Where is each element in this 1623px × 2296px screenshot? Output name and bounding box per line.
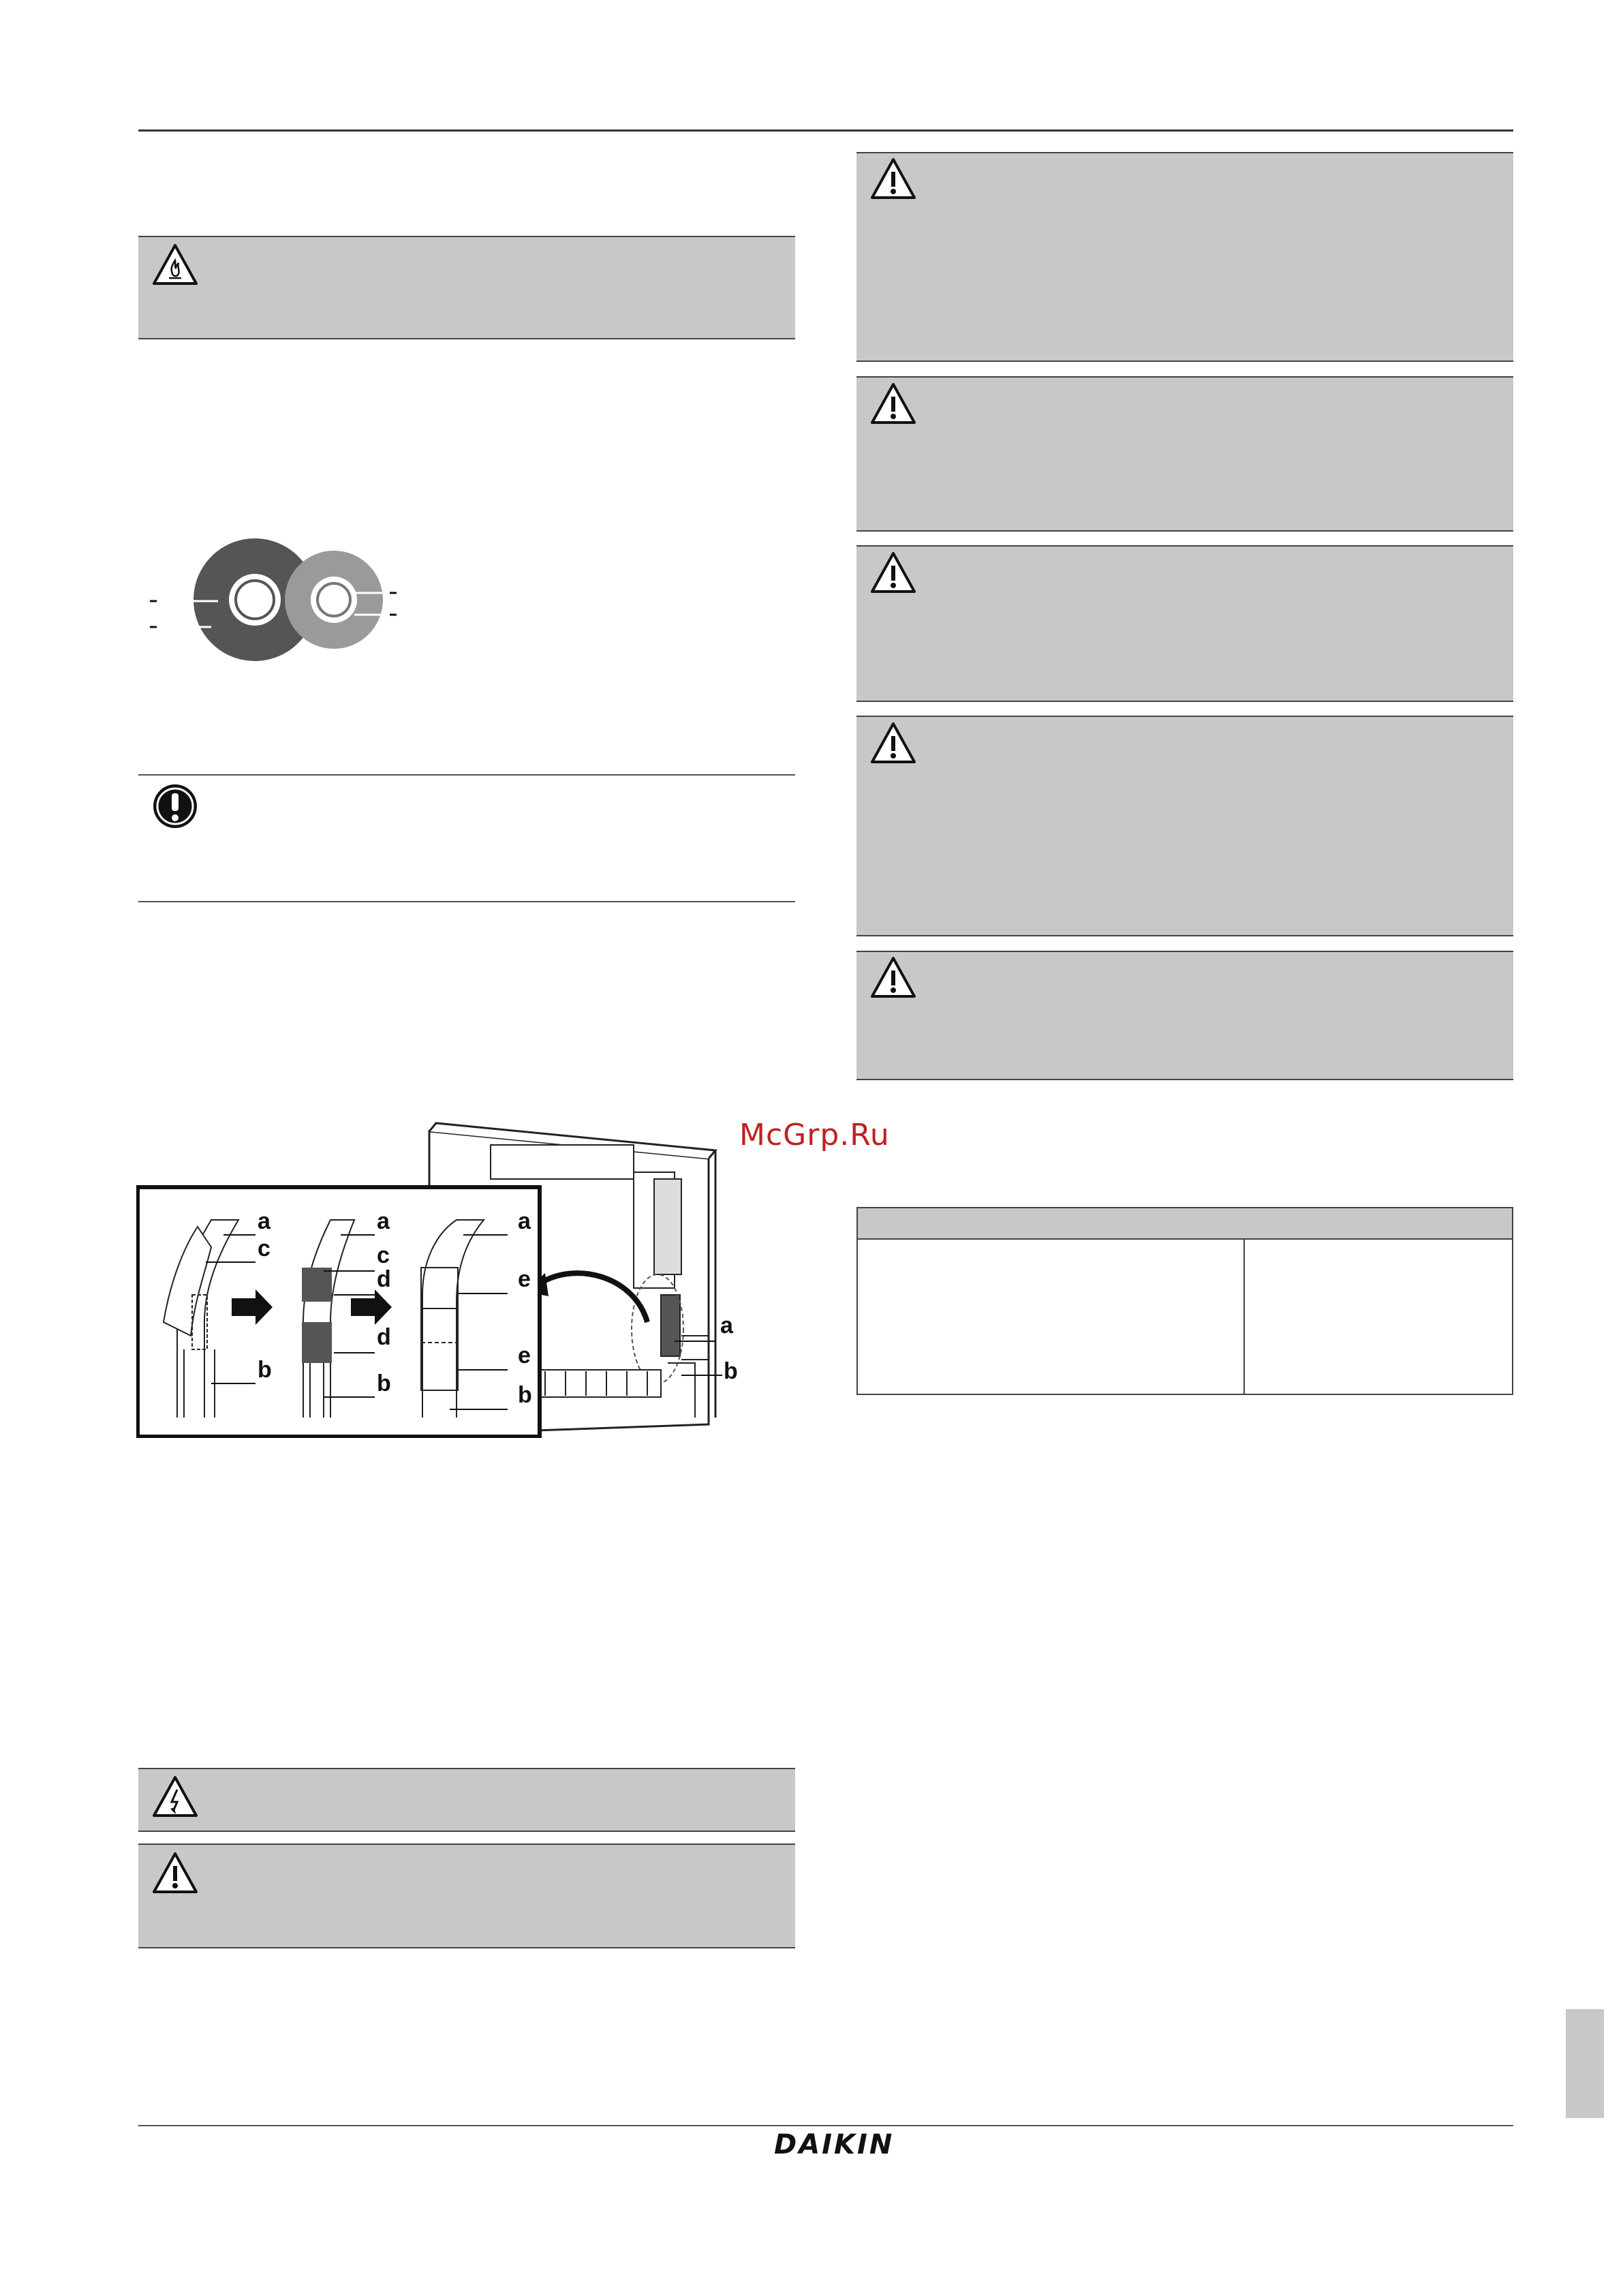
caution-box-right-4-top-line [856,716,1513,717]
header-rule [138,129,1513,132]
caution-icon [869,721,917,765]
note-box-bottom-line [138,901,795,902]
caution-box-right-5-bottom-line [856,1079,1513,1080]
caution-icon [869,382,917,425]
caution-box-right-2-bottom-line [856,530,1513,532]
label-e-step3-lower: e [518,1343,531,1368]
table-column-divider [1243,1240,1245,1395]
exclamation-note-icon [151,782,199,830]
caution-icon [869,551,917,594]
label-a-step1: a [258,1208,270,1234]
flammable-box-bottom-line [138,338,795,339]
flammable-box-top-line [138,236,795,237]
label-b-step3: b [518,1382,532,1408]
flammable-warning-icon [151,243,199,286]
caution-icon [151,1851,199,1895]
watermark-text: McGrp.Ru [739,1118,890,1152]
flammable-warning-box [138,237,795,338]
label-e-step3-upper: e [518,1266,531,1292]
label-c-step2: c [377,1242,390,1268]
caution-box-left [138,1845,795,1947]
label-b-unit: b [724,1358,738,1384]
caution-box-right-1 [856,153,1513,361]
electrical-warning-box [138,1769,795,1831]
electrical-hazard-icon [151,1775,199,1818]
caution-icon [869,157,917,200]
caution-icon [869,955,917,999]
label-d-step2-upper: d [377,1266,391,1292]
table-header-band [856,1207,1513,1240]
caution-box-right-4-bottom-line [856,935,1513,936]
label-d-step2-lower: d [377,1324,391,1350]
caution-box-right-3-top-line [856,545,1513,547]
side-tab-marker [1566,2009,1604,2118]
electrical-box-top-line [138,1768,795,1769]
caution-box-right-1-top-line [856,152,1513,153]
label-a-step3: a [518,1208,531,1234]
caution-box-right-1-bottom-line [856,361,1513,362]
label-c-step1: c [258,1236,270,1261]
footer-rule [138,2125,1513,2126]
label-a-unit: a [720,1313,733,1338]
caution-box-right-5 [856,952,1513,1079]
caution-box-left-bottom-line [138,1947,795,1948]
caution-box-right-4 [856,717,1513,935]
caution-box-right-5-top-line [856,951,1513,952]
pipe-insulation-figure [136,1118,749,1438]
caution-box-right-3 [856,547,1513,701]
table-body [856,1240,1513,1395]
caution-box-right-2-top-line [856,376,1513,378]
caution-box-right-3-bottom-line [856,701,1513,702]
label-b-step2: b [377,1371,391,1396]
caution-box-right-2 [856,378,1513,530]
note-box-top-line [138,774,795,776]
label-b-step1: b [258,1357,272,1383]
label-a-step2: a [377,1208,390,1234]
daikin-logo: DAIKIN [774,2129,895,2160]
electrical-box-bottom-line [138,1831,795,1832]
caution-box-left-top-line [138,1843,795,1845]
insulation-cross-section-figure [150,538,409,668]
